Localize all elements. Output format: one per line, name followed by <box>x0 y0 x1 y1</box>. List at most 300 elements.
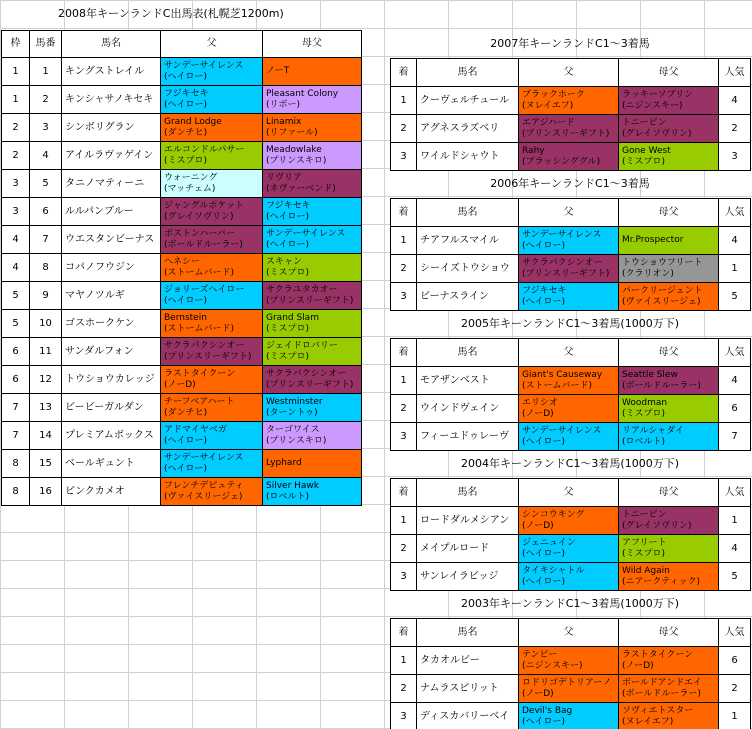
popularity-cell[interactable]: 1 <box>719 507 751 535</box>
broodmare-sire-cell-line: (ロベルト) <box>266 491 310 502</box>
history-table-title: 2006年キーンランドC1～3着馬 <box>490 177 650 190</box>
history-table-title: 2004年キーンランドC1～3着馬(1000万下) <box>460 457 680 470</box>
finish-position-cell[interactable]: 2 <box>391 115 417 143</box>
broodmare-sire-cell[interactable] <box>619 507 719 535</box>
horse-name-cell[interactable]: サンダルフォン <box>62 338 161 366</box>
sire-cell-line: (ヘイロー) <box>164 463 208 474</box>
history-row[interactable] <box>391 563 751 591</box>
history-table <box>390 58 751 171</box>
history-table <box>390 618 751 729</box>
broodmare-sire-cell[interactable] <box>263 310 362 338</box>
broodmare-sire-cell-line: サクラユタカオー <box>266 284 338 295</box>
waku-cell[interactable]: 4 <box>2 226 30 254</box>
history-row[interactable] <box>391 647 751 675</box>
broodmare-sire-cell[interactable] <box>263 450 362 478</box>
history-row[interactable] <box>391 283 751 311</box>
sire-cell[interactable] <box>519 367 619 395</box>
history-row[interactable] <box>391 675 751 703</box>
sire-cell-line: アドマイヤベガ <box>164 424 227 435</box>
sire-cell[interactable] <box>519 535 619 563</box>
history-row[interactable] <box>391 507 751 535</box>
horse-name-cell[interactable]: ウインドヴェイン <box>417 395 519 423</box>
entry-row[interactable] <box>2 226 362 254</box>
history-row[interactable] <box>391 143 751 171</box>
horse-name-cell[interactable]: モアザンベスト <box>417 367 519 395</box>
header-cell[interactable]: 人気 <box>719 339 751 367</box>
broodmare-sire-cell-line: ボールドアンドエイ <box>622 677 702 688</box>
popularity-cell[interactable]: 1 <box>719 255 751 283</box>
header-cell[interactable]: 人気 <box>719 199 751 227</box>
sire-cell-line: Devil's Bag <box>522 705 573 716</box>
sire-cell-line: (ヘイロー) <box>522 576 566 587</box>
broodmare-sire-cell-line: パークリージェント <box>622 285 703 296</box>
entry-row[interactable] <box>2 450 362 478</box>
header-cell[interactable]: 馬名 <box>62 31 161 58</box>
broodmare-sire-cell-line: ラッキーソブリン <box>622 89 694 100</box>
header-cell[interactable]: 父 <box>519 59 619 87</box>
history-row[interactable] <box>391 227 751 255</box>
broodmare-sire-cell-line: (プリンスリーギフト) <box>266 295 354 306</box>
sire-cell-line: フジキセキ <box>522 285 567 296</box>
sire-cell[interactable] <box>161 338 263 366</box>
broodmare-sire-cell-line: (ミスプロ) <box>266 267 310 278</box>
broodmare-sire-cell[interactable] <box>263 226 362 254</box>
sire-cell[interactable] <box>161 254 263 282</box>
broodmare-sire-cell[interactable] <box>619 423 719 451</box>
header-cell[interactable]: 父 <box>519 619 619 647</box>
broodmare-sire-cell[interactable] <box>619 563 719 591</box>
sire-cell[interactable] <box>161 478 263 506</box>
broodmare-sire-cell[interactable] <box>619 703 719 729</box>
sire-cell[interactable] <box>161 198 263 226</box>
sire-cell-line: ブラックホーク <box>522 89 585 100</box>
history-table-title: 2007年キーンランドC1～3着馬 <box>490 37 650 50</box>
horse-name-cell[interactable]: ビーナスライン <box>417 283 519 311</box>
finish-position-cell[interactable]: 1 <box>391 367 417 395</box>
horse-name-cell[interactable]: ナムラスピリット <box>417 675 519 703</box>
broodmare-sire-cell[interactable] <box>263 366 362 394</box>
horse-name-cell[interactable]: アイルラヴァゲイン <box>62 142 161 170</box>
history-row[interactable] <box>391 535 751 563</box>
umaban-cell[interactable]: 9 <box>30 282 62 310</box>
broodmare-sire-cell-line: フジキセキ <box>266 200 311 211</box>
waku-cell[interactable]: 6 <box>2 366 30 394</box>
history-table <box>390 478 751 591</box>
header-cell[interactable]: 母父 <box>263 31 362 58</box>
broodmare-sire-cell-line: (ミスプロ) <box>622 408 666 419</box>
header-cell[interactable]: 母父 <box>619 199 719 227</box>
history-header-row <box>391 479 751 507</box>
sire-cell-line: (ヘイロー) <box>164 295 208 306</box>
broodmare-sire-cell[interactable] <box>619 227 719 255</box>
horse-name-cell[interactable]: キングストレイル <box>62 58 161 86</box>
umaban-cell[interactable]: 8 <box>30 254 62 282</box>
broodmare-sire-cell[interactable] <box>619 283 719 311</box>
waku-cell[interactable]: 4 <box>2 254 30 282</box>
horse-name-cell[interactable]: タカオルビー <box>417 647 519 675</box>
horse-name-cell[interactable]: ディスカバリーベイ <box>417 703 519 729</box>
broodmare-sire-cell[interactable] <box>263 338 362 366</box>
horse-name-cell[interactable]: ロードダルメシアン <box>417 507 519 535</box>
horse-name-cell[interactable]: トウショウカレッジ <box>62 366 161 394</box>
waku-cell[interactable]: 8 <box>2 450 30 478</box>
broodmare-sire-cell-line: リアルシャダイ <box>622 425 685 436</box>
broodmare-sire-cell-line: (ネヴァーベンド) <box>266 183 336 194</box>
sire-cell-line: ジェニュイン <box>522 537 576 548</box>
horse-name-cell[interactable]: フィーユドゥレーヴ <box>417 423 519 451</box>
history-header-row <box>391 339 751 367</box>
umaban-cell[interactable]: 1 <box>30 58 62 86</box>
umaban-cell[interactable]: 16 <box>30 478 62 506</box>
header-cell[interactable]: 父 <box>519 339 619 367</box>
broodmare-sire-cell-line: (ボールドルーラー) <box>622 380 701 391</box>
horse-name-cell[interactable]: クーヴェルチュール <box>417 87 519 115</box>
entry-row[interactable] <box>2 282 362 310</box>
header-cell[interactable]: 馬名 <box>417 619 519 647</box>
broodmare-sire-cell-line: (ヴァイスリージェ) <box>622 296 701 307</box>
sire-cell-line: ラストタイクーン <box>164 368 236 379</box>
sire-cell-line: エルコンドルパサー <box>164 144 245 155</box>
umaban-cell[interactable]: 10 <box>30 310 62 338</box>
sire-cell[interactable] <box>161 282 263 310</box>
broodmare-sire-cell[interactable] <box>263 282 362 310</box>
sire-cell[interactable] <box>161 170 263 198</box>
broodmare-sire-cell[interactable] <box>619 143 719 171</box>
header-cell[interactable]: 着 <box>391 479 417 507</box>
popularity-cell[interactable]: 4 <box>719 367 751 395</box>
header-cell[interactable]: 父 <box>519 479 619 507</box>
broodmare-sire-cell-line: Seattle Slew <box>622 369 678 380</box>
broodmare-sire-cell-line: (リボー) <box>266 99 301 110</box>
entry-row[interactable] <box>2 198 362 226</box>
sire-cell[interactable] <box>161 114 263 142</box>
broodmare-sire-cell[interactable] <box>263 142 362 170</box>
header-cell[interactable]: 着 <box>391 59 417 87</box>
finish-position-cell[interactable]: 1 <box>391 227 417 255</box>
header-cell[interactable]: 父 <box>161 31 263 58</box>
sire-cell[interactable] <box>519 703 619 729</box>
broodmare-sire-cell-line: (プリンスキロ) <box>266 155 327 166</box>
finish-position-cell[interactable]: 3 <box>391 563 417 591</box>
horse-name-cell[interactable]: ゴスホークケン <box>62 310 161 338</box>
umaban-cell[interactable]: 12 <box>30 366 62 394</box>
horse-name-cell[interactable]: ベールギュント <box>62 450 161 478</box>
history-row[interactable] <box>391 115 751 143</box>
waku-cell[interactable]: 7 <box>2 394 30 422</box>
header-cell[interactable]: 着 <box>391 339 417 367</box>
horse-name-cell[interactable]: シンボリグラン <box>62 114 161 142</box>
history-row[interactable] <box>391 423 751 451</box>
sire-cell-line: (ヘイロー) <box>522 436 566 447</box>
broodmare-sire-cell-line: (プリンスリーギフト) <box>266 379 354 390</box>
broodmare-sire-cell[interactable] <box>619 675 719 703</box>
broodmare-sire-cell[interactable] <box>619 647 719 675</box>
entry-row[interactable] <box>2 394 362 422</box>
sire-cell-line: ジョリーズヘイロー <box>164 284 245 295</box>
waku-cell[interactable]: 3 <box>2 170 30 198</box>
popularity-cell[interactable]: 2 <box>719 675 751 703</box>
sire-cell-line: テンビー <box>522 649 558 660</box>
broodmare-sire-cell-line: (ロベルト) <box>622 436 666 447</box>
sire-cell-line: ボストンハーバー <box>164 228 235 239</box>
sire-cell[interactable] <box>161 86 263 114</box>
finish-position-cell[interactable]: 3 <box>391 143 417 171</box>
waku-cell[interactable]: 6 <box>2 338 30 366</box>
sire-cell-line: (ストームバード) <box>522 380 593 391</box>
broodmare-sire-cell[interactable] <box>619 255 719 283</box>
broodmare-sire-cell-line: (グレイソヴリン) <box>622 520 692 531</box>
broodmare-sire-cell[interactable] <box>263 58 362 86</box>
broodmare-sire-cell[interactable] <box>263 478 362 506</box>
waku-cell[interactable]: 2 <box>2 114 30 142</box>
sire-cell[interactable] <box>161 142 263 170</box>
finish-position-cell[interactable]: 3 <box>391 423 417 451</box>
broodmare-sire-cell-line: (ターントゥ) <box>266 407 318 418</box>
header-cell[interactable]: 母父 <box>619 479 719 507</box>
header-cell[interactable]: 着 <box>391 199 417 227</box>
finish-position-cell[interactable]: 2 <box>391 255 417 283</box>
broodmare-sire-cell-line: (ミスプロ) <box>266 323 310 334</box>
horse-name-cell[interactable]: メイプルロード <box>417 535 519 563</box>
sire-cell[interactable] <box>519 255 619 283</box>
entry-row[interactable] <box>2 366 362 394</box>
sire-cell[interactable] <box>519 395 619 423</box>
umaban-cell[interactable]: 14 <box>30 422 62 450</box>
sire-cell-line: (ノーD) <box>164 379 196 390</box>
sire-cell-line: (ノーD) <box>522 520 554 531</box>
broodmare-sire-cell-line: トニービン <box>622 509 667 520</box>
horse-name-cell[interactable]: ウエスタンビーナス <box>62 226 161 254</box>
sire-cell[interactable] <box>519 283 619 311</box>
finish-position-cell[interactable]: 2 <box>391 395 417 423</box>
entry-row[interactable] <box>2 478 362 506</box>
waku-cell[interactable]: 2 <box>2 142 30 170</box>
horse-name-cell[interactable]: ビービーガルダン <box>62 394 161 422</box>
header-cell[interactable]: 人気 <box>719 619 751 647</box>
waku-cell[interactable]: 5 <box>2 310 30 338</box>
broodmare-sire-cell-line: ラストタイクーン <box>622 649 694 660</box>
sire-cell[interactable] <box>519 675 619 703</box>
sire-cell-line: (プリンスリーギフト) <box>522 128 610 139</box>
sire-cell[interactable] <box>161 422 263 450</box>
sire-cell[interactable] <box>161 450 263 478</box>
header-cell[interactable]: 母父 <box>619 59 719 87</box>
popularity-cell[interactable]: 2 <box>719 115 751 143</box>
finish-position-cell[interactable]: 2 <box>391 535 417 563</box>
broodmare-sire-cell-line: (プリンスキロ) <box>266 435 327 446</box>
history-row[interactable] <box>391 703 751 729</box>
history-row[interactable] <box>391 395 751 423</box>
umaban-cell[interactable]: 2 <box>30 86 62 114</box>
horse-name-cell[interactable]: ワイルドシャウト <box>417 143 519 171</box>
sire-cell[interactable] <box>161 366 263 394</box>
sire-cell[interactable] <box>519 143 619 171</box>
sire-cell-line: (ヘイロー) <box>522 716 566 727</box>
sire-cell-line: (ミスプロ) <box>164 155 208 166</box>
header-cell[interactable]: 人気 <box>719 479 751 507</box>
header-cell[interactable]: 馬名 <box>417 199 519 227</box>
entry-row[interactable] <box>2 338 362 366</box>
broodmare-sire-cell-line: Lyphard <box>266 458 302 468</box>
umaban-cell[interactable]: 11 <box>30 338 62 366</box>
sire-cell-line: (ダンチヒ) <box>164 127 208 138</box>
horse-name-cell[interactable]: マヤノツルギ <box>62 282 161 310</box>
sire-cell[interactable] <box>161 394 263 422</box>
sire-cell-line: (ヴァイスリージェ) <box>164 491 243 502</box>
broodmare-sire-cell[interactable] <box>619 87 719 115</box>
broodmare-sire-cell-line: (ヘイロー) <box>266 211 310 222</box>
sire-cell-line: (ヘイロー) <box>522 296 566 307</box>
sire-cell[interactable] <box>161 226 263 254</box>
header-cell[interactable]: 枠 <box>2 31 30 58</box>
sire-cell[interactable] <box>519 423 619 451</box>
sire-cell[interactable] <box>519 563 619 591</box>
broodmare-sire-cell-line: (グレイソヴリン) <box>622 128 692 139</box>
header-cell[interactable]: 人気 <box>719 59 751 87</box>
sire-cell[interactable] <box>519 87 619 115</box>
waku-cell[interactable]: 8 <box>2 478 30 506</box>
sire-cell-line: (ノーD) <box>522 688 554 699</box>
broodmare-sire-cell-line: (ノーD) <box>622 660 654 671</box>
umaban-cell[interactable]: 15 <box>30 450 62 478</box>
sire-cell-line: チーフベアハート <box>164 396 235 407</box>
header-cell[interactable]: 母父 <box>619 339 719 367</box>
popularity-cell[interactable]: 7 <box>719 423 751 451</box>
horse-name-cell[interactable]: アグネスラズベリ <box>417 115 519 143</box>
header-cell[interactable]: 着 <box>391 619 417 647</box>
entry-row[interactable] <box>2 254 362 282</box>
popularity-cell[interactable]: 4 <box>719 227 751 255</box>
umaban-cell[interactable]: 3 <box>30 114 62 142</box>
umaban-cell[interactable]: 7 <box>30 226 62 254</box>
sire-cell-line: (プリンスリーギフト) <box>522 268 610 279</box>
broodmare-sire-cell-line: Gone West <box>622 145 671 156</box>
popularity-cell[interactable]: 3 <box>719 143 751 171</box>
broodmare-sire-cell-line: アフリート <box>622 537 667 548</box>
finish-position-cell[interactable]: 1 <box>391 507 417 535</box>
umaban-cell[interactable]: 6 <box>30 198 62 226</box>
broodmare-sire-cell[interactable] <box>263 114 362 142</box>
entry-row[interactable] <box>2 142 362 170</box>
broodmare-sire-cell[interactable] <box>263 198 362 226</box>
finish-position-cell[interactable]: 3 <box>391 283 417 311</box>
popularity-cell[interactable]: 6 <box>719 647 751 675</box>
popularity-cell[interactable]: 6 <box>719 395 751 423</box>
horse-name-cell[interactable]: ルルパンブルー <box>62 198 161 226</box>
broodmare-sire-cell[interactable] <box>263 86 362 114</box>
header-cell[interactable]: 馬名 <box>417 479 519 507</box>
horse-name-cell[interactable]: サンレイラビッジ <box>417 563 519 591</box>
horse-name-cell[interactable]: プレミアムボックス <box>62 422 161 450</box>
popularity-cell[interactable]: 5 <box>719 283 751 311</box>
horse-name-cell[interactable]: コパノフウジン <box>62 254 161 282</box>
entry-row[interactable] <box>2 58 362 86</box>
umaban-cell[interactable]: 13 <box>30 394 62 422</box>
broodmare-sire-cell[interactable] <box>619 115 719 143</box>
sire-cell-line: サンデーサイレンス <box>164 452 244 463</box>
sire-cell[interactable] <box>519 115 619 143</box>
history-table <box>390 198 751 311</box>
broodmare-sire-cell-line: (ミスプロ) <box>622 548 666 559</box>
popularity-cell[interactable]: 4 <box>719 87 751 115</box>
sire-cell-line: (ヘイロー) <box>164 99 208 110</box>
sire-cell-line: (ヘイロー) <box>164 435 208 446</box>
finish-position-cell[interactable]: 1 <box>391 647 417 675</box>
popularity-cell[interactable]: 4 <box>719 535 751 563</box>
broodmare-sire-cell-line: Wild Again <box>622 565 670 576</box>
popularity-cell[interactable]: 1 <box>719 703 751 729</box>
waku-cell[interactable]: 7 <box>2 422 30 450</box>
sire-cell[interactable] <box>161 58 263 86</box>
sire-cell-line: (ブラッシンググル) <box>522 156 601 167</box>
history-row[interactable] <box>391 255 751 283</box>
finish-position-cell[interactable]: 3 <box>391 703 417 729</box>
umaban-cell[interactable]: 4 <box>30 142 62 170</box>
broodmare-sire-cell[interactable] <box>619 535 719 563</box>
broodmare-sire-cell-line: ジェイドロバリー <box>266 340 338 351</box>
broodmare-sire-cell[interactable] <box>263 394 362 422</box>
entry-row[interactable] <box>2 310 362 338</box>
broodmare-sire-cell-line: Pleasant Colony <box>266 88 339 99</box>
sire-cell[interactable] <box>519 647 619 675</box>
sire-cell-line: (ダンチヒ) <box>164 407 208 418</box>
horse-name-cell[interactable]: ピンクカメオ <box>62 478 161 506</box>
header-cell[interactable]: 母父 <box>619 619 719 647</box>
header-cell[interactable]: 馬番 <box>30 31 62 58</box>
broodmare-sire-cell-line: (ニジンスキー) <box>622 100 683 111</box>
history-table-title: 2005年キーンランドC1～3着馬(1000万下) <box>460 317 680 330</box>
broodmare-sire-cell[interactable] <box>263 422 362 450</box>
header-cell[interactable]: 父 <box>519 199 619 227</box>
waku-cell[interactable]: 3 <box>2 198 30 226</box>
entry-row[interactable] <box>2 114 362 142</box>
broodmare-sire-cell[interactable] <box>263 170 362 198</box>
broodmare-sire-cell[interactable] <box>263 254 362 282</box>
sire-cell-line: (グレイソヴリン) <box>164 211 234 222</box>
waku-cell[interactable]: 1 <box>2 86 30 114</box>
entry-row[interactable] <box>2 422 362 450</box>
broodmare-sire-cell[interactable] <box>619 367 719 395</box>
entry-row[interactable] <box>2 86 362 114</box>
history-row[interactable] <box>391 87 751 115</box>
broodmare-sire-cell-line: Linamix <box>266 116 302 127</box>
header-cell[interactable]: 馬名 <box>417 339 519 367</box>
sire-cell[interactable] <box>519 507 619 535</box>
horse-name-cell[interactable]: タニノマティーニ <box>62 170 161 198</box>
history-row[interactable] <box>391 367 751 395</box>
broodmare-sire-cell-line: (ミスプロ) <box>266 351 310 362</box>
finish-position-cell[interactable]: 1 <box>391 87 417 115</box>
umaban-cell[interactable]: 5 <box>30 170 62 198</box>
waku-cell[interactable]: 5 <box>2 282 30 310</box>
sire-cell[interactable] <box>519 227 619 255</box>
popularity-cell[interactable]: 5 <box>719 563 751 591</box>
header-cell[interactable]: 馬名 <box>417 59 519 87</box>
sire-cell-line: フレンチデピュティ <box>164 480 244 491</box>
broodmare-sire-cell[interactable] <box>619 395 719 423</box>
horse-name-cell[interactable]: チアフルスマイル <box>417 227 519 255</box>
sire-cell-line: (ヘイロー) <box>522 548 566 559</box>
broodmare-sire-cell-line: トウショウフリート <box>622 257 703 268</box>
waku-cell[interactable]: 1 <box>2 58 30 86</box>
sire-cell[interactable] <box>161 310 263 338</box>
finish-position-cell[interactable]: 2 <box>391 675 417 703</box>
entry-row[interactable] <box>2 170 362 198</box>
sire-cell-line: (ヘイロー) <box>522 240 566 251</box>
horse-name-cell[interactable]: キンシャサノキセキ <box>62 86 161 114</box>
horse-name-cell[interactable]: シーイズトウショウ <box>417 255 519 283</box>
broodmare-sire-cell-line: サクラバクシンオー <box>266 368 347 379</box>
